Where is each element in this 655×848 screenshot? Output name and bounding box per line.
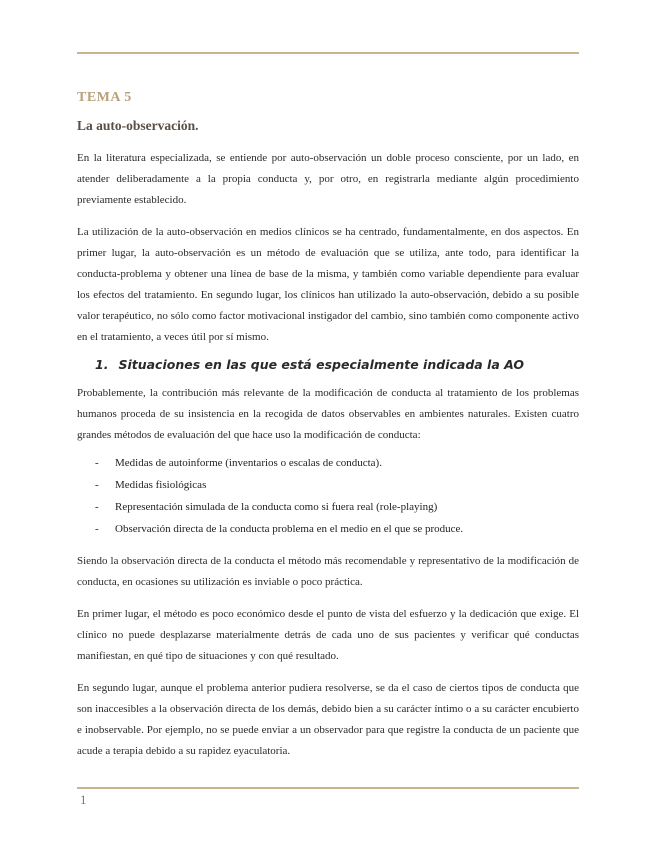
header-rule: [77, 52, 579, 54]
page-number: 1: [80, 792, 87, 807]
section-title: Situaciones en las que está especialmente indicada la AO: [118, 357, 525, 372]
section-number: 1.: [95, 357, 109, 372]
chapter-label: TEMA 5: [77, 90, 132, 105]
paragraph-intro: Probablemente, la contribución más relevante de la modificación de conducta al tratamiento de los problemas humanos proceda de su insistencia en la recogida de datos observables en ambientes naturales. Existen cuatro grandes métodos de evaluación del que hace uso la modificación de conducta:: [77, 387, 579, 441]
list-item-text: Medidas fisiológicas: [115, 479, 207, 491]
list-item: [77, 518, 579, 540]
dash-bullet: -: [95, 501, 99, 513]
list-item-text: Representación simulada de la conducta como si fuera real (role-playing): [115, 501, 438, 513]
list-item-text: Observación directa de la conducta problema en el medio en el que se produce.: [115, 523, 464, 535]
list-item: [77, 496, 579, 518]
section-heading: [77, 357, 579, 372]
list-item: [77, 474, 579, 496]
paragraph-second-reason: En segundo lugar, aunque el problema anterior pudiera resolverse, se da el caso de ciertos tipos de conducta que son inaccesibles a la observación directa de los demás, debido bien a su carácter íntimo o a su carácter encubierto e inobservable. Por ejemplo, no se puede enviar a un observador para que registre la conducta de un paciente que acude a terapia debido a su rapidez eyaculatoria.: [77, 682, 579, 757]
list-item: [77, 452, 579, 474]
footer-rule: [77, 787, 579, 789]
paragraph-first-reason: En primer lugar, el método es poco económico desde el punto de vista del esfuerzo y la dedicación que exige. El clínico no puede desplazarse materialmente detrás de cada uno de sus pacientes y verificar qué conductas manifiestan, en qué tipo de situaciones y con qué resultado.: [77, 608, 579, 662]
methods-list: [77, 452, 579, 540]
paragraph-definition: En la literatura especializada, se entiende por auto-observación un doble proceso consciente, por un lado, en atender deliberadamente a la propia conducta y, por otro, en registrarla mediante algún procedimiento previamente establecido.: [77, 152, 579, 206]
dash-bullet: -: [95, 479, 99, 491]
chapter-title: La auto-observación.: [77, 118, 199, 133]
paragraph-clinical-use: La utilización de la auto-observación en medios clínicos se ha centrado, fundamentalmente, en dos aspectos. En primer lugar, la auto-observación es un método de evaluación que se utiliza, ante todo, para identificar la conducta-problema y obtener una línea de base de la misma, y también como variable dependiente para evaluar los efectos del tratamiento. En segundo lugar, los clínicos han utilizado la auto-observación, debido a su posible valor terapéutico, no sólo como factor motivacional instigador del cambio, sino también como componente activo en el tratamiento, a veces útil por sí mismo.: [77, 226, 579, 343]
paragraph-direct-observation: Siendo la observación directa de la conducta el método más recomendable y representativo de la modificación de conducta, en ocasiones su utilización es inviable o poco práctica.: [77, 555, 579, 588]
list-item-text: Medidas de autoinforme (inventarios o escalas de conducta).: [115, 457, 382, 469]
dash-bullet: -: [95, 457, 99, 469]
dash-bullet: -: [95, 523, 99, 535]
page-content: [77, 90, 579, 762]
